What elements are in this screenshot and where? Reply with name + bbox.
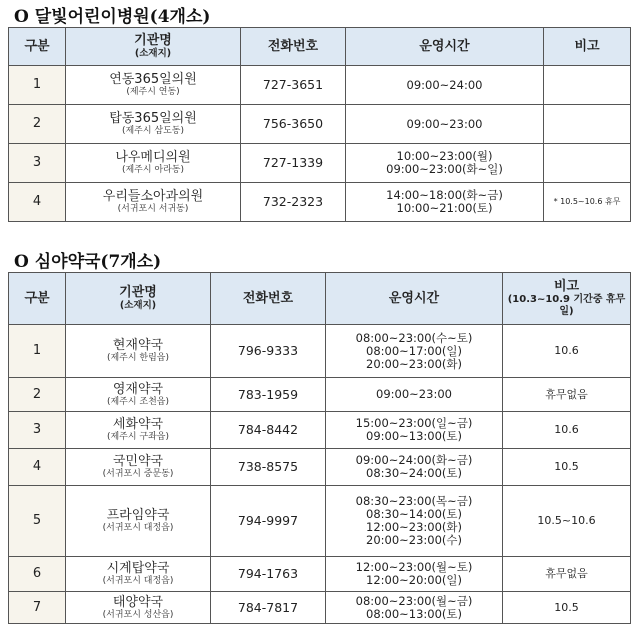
phone-number: 794-1763 — [211, 557, 326, 592]
header-note: 비고 — [544, 28, 631, 66]
facility-location: (서귀포시 서귀동) — [117, 204, 189, 214]
facility-name: 탑동365일의원 — [109, 111, 197, 126]
facility-name: 현재약국 — [112, 338, 164, 353]
facility-location: (제주시 조천읍) — [106, 396, 170, 407]
row-number: 4 — [9, 449, 66, 486]
header-no: 구분 — [9, 273, 66, 325]
note: 10.6 — [503, 412, 631, 449]
facility-cell — [66, 557, 211, 592]
phone-number: 783-1959 — [211, 378, 326, 412]
facility-cell — [66, 378, 211, 412]
hours-line: 09:00~24:00 — [406, 77, 483, 92]
hours-line: 10:00~21:00(토) — [396, 201, 493, 215]
facility-location: (제주시 한림읍) — [106, 353, 170, 363]
hours-line: 09:00~23:00 — [376, 387, 452, 401]
phone-number: 794-9997 — [211, 486, 326, 557]
row-number: 4 — [9, 183, 66, 222]
facility-cell — [66, 144, 241, 183]
header-name: 기관명 (소재지) — [66, 28, 241, 66]
phone-number: 756-3650 — [241, 105, 346, 144]
row-number: 1 — [9, 325, 66, 378]
note — [544, 144, 631, 183]
row-number: 5 — [9, 486, 66, 557]
facility-name: 우리들소아과의원 — [102, 189, 204, 204]
row-number: 6 — [9, 557, 66, 592]
section-title-hospitals: O 달빛어린이병원(4개소) — [14, 7, 211, 27]
operating-hours — [326, 412, 503, 449]
hours-line: 15:00~23:00(일~금) — [355, 416, 473, 430]
table-row — [9, 325, 631, 378]
table-row — [9, 412, 631, 449]
facility-name: 국민약국 — [112, 454, 164, 469]
row-number: 1 — [9, 66, 66, 105]
facility-name: 세화약국 — [112, 417, 164, 432]
table-row — [9, 592, 631, 624]
table-row — [9, 66, 631, 105]
note — [544, 105, 631, 144]
operating-hours — [326, 325, 503, 378]
facility-cell — [66, 592, 211, 624]
hours-line: 10:00~23:00(월) — [396, 149, 493, 163]
facility-cell — [66, 105, 241, 144]
facility-location: (서귀포시 중문동) — [102, 469, 174, 479]
note: * 10.5~10.6 휴무 — [544, 183, 631, 222]
operating-hours — [346, 66, 544, 105]
hours-line: 20:00~23:00(화) — [366, 356, 462, 371]
note — [544, 66, 631, 105]
operating-hours — [346, 183, 544, 222]
row-number: 3 — [9, 412, 66, 449]
header-hours: 운영시간 — [346, 28, 544, 66]
table-row — [9, 144, 631, 183]
operating-hours — [326, 486, 503, 557]
note: 10.6 — [503, 325, 631, 378]
facility-location: (제주시 아라동) — [121, 165, 185, 175]
facility-name: 태양약국 — [112, 594, 164, 610]
hours-line: 09:00~24:00(화~금) — [355, 453, 473, 467]
operating-hours — [326, 557, 503, 592]
hours-line: 20:00~23:00(수) — [366, 533, 462, 547]
hours-line: 12:00~23:00(화) — [366, 520, 462, 534]
header-no: 구분 — [9, 28, 66, 66]
facility-cell — [66, 66, 241, 105]
facility-location: (제주시 삼도동) — [121, 126, 185, 136]
phone-number: 784-7817 — [211, 592, 326, 624]
hours-line: 08:00~23:00(월~금) — [355, 593, 473, 608]
header-note: 비고 (10.3~10.9 기간중 휴무일) — [503, 273, 631, 325]
facility-name: 영재약국 — [112, 381, 164, 397]
hours-line: 08:00~23:00(수~토) — [355, 330, 473, 345]
operating-hours — [346, 144, 544, 183]
header-name: 기관명 (소재지) — [66, 273, 211, 325]
hours-line: 14:00~18:00(화~금) — [386, 188, 503, 202]
header-hours: 운영시간 — [326, 273, 503, 325]
facility-name: 나우메디의원 — [115, 150, 191, 165]
facility-cell — [66, 449, 211, 486]
phone-number: 738-8575 — [211, 449, 326, 486]
phone-number: 796-9333 — [211, 325, 326, 378]
note: 10.5~10.6 — [503, 486, 631, 557]
row-number: 3 — [9, 144, 66, 183]
table-row — [9, 449, 631, 486]
facility-name: 프라임약국 — [106, 508, 170, 523]
note: 휴무없음 — [503, 557, 631, 592]
row-number: 7 — [9, 592, 66, 624]
hours-line: 12:00~23:00(월~토) — [355, 560, 473, 574]
hours-line: 08:00~13:00(토) — [366, 606, 462, 621]
hours-line: 08:30~24:00(토) — [366, 466, 462, 480]
row-number: 2 — [9, 378, 66, 412]
phone-number: 727-3651 — [241, 66, 346, 105]
facility-location: (제주시 구좌읍) — [106, 432, 170, 442]
operating-hours — [326, 449, 503, 486]
operating-hours — [346, 105, 544, 144]
note: 휴무없음 — [503, 378, 631, 412]
facility-cell — [66, 412, 211, 449]
facility-cell — [66, 325, 211, 378]
hours-line: 09:00~23:00 — [406, 116, 483, 131]
header-phone: 전화번호 — [211, 273, 326, 325]
phone-number: 727-1339 — [241, 144, 346, 183]
facility-location: (제주시 연동) — [126, 87, 180, 97]
table-row — [9, 183, 631, 222]
hours-line: 12:00~20:00(일) — [366, 573, 462, 587]
table-row — [9, 378, 631, 412]
table-row — [9, 557, 631, 592]
section-title-pharmacies: O 심야약국(7개소) — [14, 252, 162, 272]
phone-number: 784-8442 — [211, 412, 326, 449]
facility-name: 연동365일의원 — [109, 72, 197, 87]
facility-name: 시계탑약국 — [106, 561, 170, 576]
hours-line: 09:00~23:00(화~일) — [386, 162, 503, 176]
hours-line: 09:00~13:00(토) — [366, 429, 462, 443]
note: 10.5 — [503, 592, 631, 624]
operating-hours — [326, 592, 503, 624]
facility-location: (서귀포시 대정읍) — [102, 576, 174, 586]
operating-hours — [326, 378, 503, 412]
facility-location: (서귀포시 대정읍) — [102, 523, 174, 533]
row-number: 2 — [9, 105, 66, 144]
pharmacies-table — [8, 272, 631, 624]
table-row — [9, 105, 631, 144]
hospitals-table — [8, 27, 631, 222]
note: 10.5 — [503, 449, 631, 486]
header-phone: 전화번호 — [241, 28, 346, 66]
facility-cell — [66, 183, 241, 222]
facility-cell — [66, 486, 211, 557]
hours-line: 08:30~23:00(목~금) — [355, 494, 473, 508]
facility-location: (서귀포시 성산읍) — [102, 609, 174, 620]
phone-number: 732-2323 — [241, 183, 346, 222]
table-row — [9, 486, 631, 557]
hours-line: 08:30~14:00(토) — [366, 507, 462, 521]
hours-line: 08:00~17:00(일) — [366, 343, 462, 358]
